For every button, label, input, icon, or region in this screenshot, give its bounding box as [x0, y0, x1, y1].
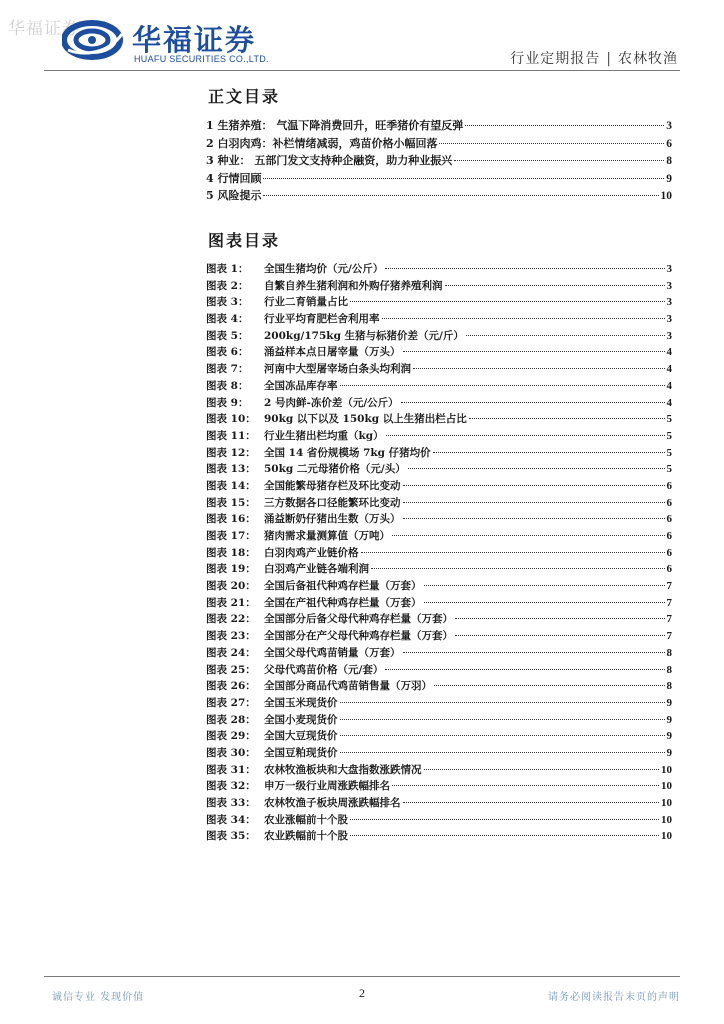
figure-entry-label: 涌益样本点日屠宰量（万头）	[264, 346, 401, 359]
footer-disclaimer: 请务必阅读报告末页的声明	[548, 992, 680, 1003]
figure-number: 图表 2：	[206, 279, 249, 292]
figure-entry[interactable]	[206, 428, 672, 445]
figure-entry-page: 7	[666, 630, 672, 643]
toc-entry-label: 1 生猪养殖： 气温下降消费回升，旺季猪价有望反弹	[206, 119, 464, 132]
figure-entry[interactable]	[206, 828, 672, 845]
figure-entry-page: 9	[666, 696, 672, 709]
figure-entry-label: 自繁自养生猪利润和外购仔猪养殖利润	[264, 279, 443, 292]
figure-entry-page: 8	[666, 663, 672, 676]
dot-leader	[424, 585, 665, 586]
toc-entry[interactable]	[206, 187, 672, 205]
dot-leader	[350, 835, 659, 836]
figure-entry-label: 全国在产祖代种鸡存栏量（万套）	[264, 596, 422, 609]
dot-leader	[433, 452, 665, 453]
dot-leader	[263, 178, 664, 179]
figure-entry-page: 4	[666, 346, 672, 359]
report-type: 行业定期报告	[510, 51, 601, 67]
figure-number: 图表 13：	[206, 463, 256, 476]
footer-slogan: 诚信专业 发现价值	[52, 992, 145, 1003]
figure-entry-label: 全国大豆现货价	[264, 730, 338, 743]
figure-number: 图表 4：	[206, 313, 249, 326]
figure-number: 图表 19：	[206, 563, 256, 576]
figure-entry-label: 猪肉需求量测算值（万吨）	[264, 530, 390, 542]
figure-entry-page: 3	[666, 263, 672, 275]
figure-number: 图表 1：	[206, 263, 249, 275]
figure-number: 图表 12：	[206, 446, 256, 459]
dot-leader	[392, 535, 665, 536]
figure-entry-label: 农业涨幅前十个股	[264, 813, 348, 826]
toc-list	[206, 117, 672, 205]
toc-entry-label: 4 行情回顾	[206, 171, 262, 185]
figure-entry-page: 10	[661, 797, 672, 809]
header-separator: |	[606, 51, 612, 67]
figure-entry[interactable]	[206, 511, 672, 528]
figure-number: 图表 14：	[206, 479, 256, 492]
figure-entry-page: 3	[666, 279, 672, 292]
figure-number: 图表 31：	[206, 763, 256, 776]
figure-entry-label: 农林牧渔子板块周涨跌幅排名	[264, 797, 401, 809]
watermark-text: 华福证券	[8, 19, 80, 39]
dot-leader	[403, 502, 665, 503]
figure-entry[interactable]	[206, 795, 672, 812]
figure-number: 图表 33：	[206, 797, 256, 809]
dot-leader	[466, 335, 665, 336]
figure-entry-page: 9	[666, 746, 672, 759]
figure-entry[interactable]	[206, 395, 672, 412]
toc-entry-page: 3	[666, 120, 672, 132]
figure-entry-page: 10	[661, 813, 672, 826]
figure-entry-page: 4	[666, 363, 672, 376]
header-divider	[44, 70, 680, 71]
figures-list	[206, 261, 672, 845]
figure-entry-label: 农业跌幅前十个股	[264, 830, 348, 843]
figure-number: 图表 26：	[206, 680, 256, 693]
figure-entry[interactable]	[206, 294, 672, 311]
figure-entry-label: 2 号肉鲜-冻价差（元/公斤）	[264, 396, 399, 409]
figure-number: 图表 28：	[206, 713, 256, 726]
figure-entry-label: 全国 14 省份规模场 7kg 仔猪均价	[264, 446, 431, 459]
figure-entry-page: 6	[666, 546, 672, 559]
figure-entry-page: 10	[661, 763, 672, 776]
figure-entry-label: 200kg/175kg 生猪与标猪价差（元/斤）	[264, 329, 464, 342]
toc-entry-page: 6	[666, 137, 672, 150]
logo-name-en: HUAFU SECURITIES CO.,LTD.	[134, 54, 269, 64]
figure-entry-page: 9	[666, 730, 672, 743]
figure-number: 图表 17：	[206, 530, 256, 542]
figure-number: 图表 34：	[206, 813, 256, 826]
dot-leader	[392, 785, 659, 786]
figure-entry-page: 6	[666, 496, 672, 509]
figure-entry-label: 50kg 二元母猪价格（元/头）	[264, 463, 406, 476]
dot-leader	[403, 802, 660, 803]
figure-entry-label: 全国小麦现货价	[264, 713, 338, 726]
figure-entry[interactable]	[206, 561, 672, 578]
figure-number: 图表 18：	[206, 546, 256, 559]
dot-leader	[465, 125, 664, 126]
figure-entry-label: 河南中大型屠宰场白条头均利润	[264, 363, 411, 376]
figure-number: 图表 3：	[206, 296, 249, 309]
dot-leader	[340, 719, 665, 720]
figure-entry-label: 全国部分后备父母代种鸡存栏量（万套）	[264, 613, 453, 626]
figure-entry-page: 3	[666, 329, 672, 342]
figure-number: 图表 30：	[206, 746, 256, 759]
figure-entry[interactable]	[206, 728, 672, 745]
figure-entry-label: 父母代鸡苗价格（元/套）	[264, 663, 384, 676]
dot-leader	[385, 669, 664, 670]
figure-number: 图表 29：	[206, 730, 256, 743]
dot-leader	[455, 635, 665, 636]
figure-entry[interactable]	[206, 595, 672, 612]
figure-entry-label: 涌益断奶仔猪出生数（万头）	[264, 513, 401, 526]
figure-entry-page: 8	[666, 680, 672, 693]
figure-entry[interactable]	[206, 411, 672, 428]
figure-entry-page: 4	[666, 396, 672, 409]
figure-entry-page: 5	[666, 429, 672, 442]
figure-entry[interactable]	[206, 812, 672, 829]
dot-leader	[340, 702, 665, 703]
figure-entry-page: 10	[661, 830, 672, 843]
figure-entry-label: 全国豆粕现货价	[264, 746, 338, 759]
figure-entry-page: 7	[666, 613, 672, 626]
toc-entry-page: 9	[666, 172, 672, 185]
figure-entry[interactable]	[206, 478, 672, 495]
figure-entry-page: 4	[666, 379, 672, 392]
figure-entry[interactable]	[206, 461, 672, 478]
figure-entry-page: 6	[666, 513, 672, 526]
dot-leader	[413, 368, 665, 369]
dot-leader	[408, 468, 665, 469]
figure-number: 图表 25：	[206, 663, 256, 676]
figure-entry-page: 6	[666, 530, 672, 542]
dot-leader	[371, 568, 665, 569]
figure-entry[interactable]	[206, 378, 672, 395]
figure-entry[interactable]	[206, 611, 672, 628]
figure-entry-label: 申万一级行业周涨跌幅排名	[264, 780, 390, 793]
figure-number: 图表 6：	[206, 346, 249, 359]
figure-number: 图表 21：	[206, 596, 256, 609]
logo-name-cn: 华福证券	[132, 23, 257, 57]
figure-entry-label: 白羽鸡产业链各端利润	[264, 563, 369, 576]
figure-entry-page: 3	[666, 313, 672, 326]
dot-leader	[434, 685, 665, 686]
figure-entry-page: 7	[666, 580, 672, 593]
figure-entry[interactable]	[206, 261, 672, 278]
figure-entry[interactable]	[206, 328, 672, 345]
footer-divider	[44, 976, 680, 977]
figure-entry[interactable]	[206, 745, 672, 762]
figure-entry-label: 行业二育销量占比	[264, 296, 348, 309]
toc-entry[interactable]	[206, 135, 672, 153]
figure-entry-page: 6	[666, 479, 672, 492]
page-number: 2	[359, 986, 365, 1000]
figures-title: 图表目录	[208, 231, 281, 250]
figure-number: 图表 10：	[206, 413, 256, 426]
dot-leader	[424, 769, 660, 770]
figure-entry[interactable]	[206, 662, 672, 679]
figure-entry[interactable]	[206, 361, 672, 378]
figure-entry-label: 全国冻品库存率	[264, 379, 338, 392]
figure-entry[interactable]	[206, 778, 672, 795]
figure-entry[interactable]	[206, 545, 672, 562]
figure-number: 图表 27：	[206, 696, 256, 709]
toc-entry[interactable]	[206, 152, 672, 170]
figure-entry-page: 5	[666, 446, 672, 459]
figure-number: 图表 35：	[206, 830, 256, 843]
figure-entry[interactable]	[206, 695, 672, 712]
figure-entry-label: 白羽肉鸡产业链价格	[264, 546, 359, 559]
figure-number: 图表 22：	[206, 613, 256, 626]
figure-entry[interactable]	[206, 278, 672, 295]
figure-entry-page: 5	[666, 413, 672, 426]
figure-entry-label: 全国能繁母猪存栏及环比变动	[264, 479, 401, 492]
dot-leader	[340, 752, 665, 753]
dot-leader	[445, 285, 665, 286]
dot-leader	[455, 618, 665, 619]
figure-entry[interactable]	[206, 678, 672, 695]
toc-entry-page: 10	[660, 190, 672, 203]
dot-leader	[403, 485, 665, 486]
figure-entry-page: 9	[666, 713, 672, 726]
figure-entry-label: 行业生猪出栏均重（kg）	[264, 429, 384, 442]
figure-entry[interactable]	[206, 311, 672, 328]
dot-leader	[403, 518, 665, 519]
figure-number: 图表 20：	[206, 580, 256, 593]
figure-entry-label: 90kg 以下以及 150kg 以上生猪出栏占比	[264, 413, 467, 426]
figure-entry-label: 全国父母代鸡苗销量（万套）	[264, 646, 401, 659]
toc-entry[interactable]	[206, 117, 672, 135]
dot-leader	[263, 195, 658, 196]
figure-entry[interactable]	[206, 712, 672, 729]
figure-entry-label: 全国生猪均价（元/公斤）	[264, 263, 384, 275]
figure-entry-page: 7	[666, 596, 672, 609]
toc-entry-label: 5 风险提示	[206, 189, 262, 203]
figure-entry-label: 全国后备祖代种鸡存栏量（万套）	[264, 580, 422, 593]
toc-entry-label: 3 种业： 五部门发文支持种企融资，助力种业振兴	[206, 154, 453, 168]
dot-leader	[469, 418, 665, 419]
figure-entry[interactable]	[206, 628, 672, 645]
figure-entry-label: 全国部分商品代鸡苗销售量（万羽）	[264, 680, 432, 693]
figure-entry[interactable]	[206, 578, 672, 595]
dot-leader	[385, 268, 664, 269]
figure-entry[interactable]	[206, 762, 672, 779]
figure-entry-label: 三方数据各口径能繁环比变动	[264, 496, 401, 509]
figure-entry-label: 全国玉米现货价	[264, 696, 338, 709]
report-sector: 农林牧渔	[618, 51, 678, 67]
dot-leader	[454, 160, 664, 161]
figure-number: 图表 24：	[206, 646, 256, 659]
dot-leader	[350, 819, 659, 820]
dot-leader	[361, 552, 665, 553]
figure-entry-label: 农林牧渔板块和大盘指数涨跌情况	[264, 763, 422, 776]
figure-entry-page: 10	[661, 780, 672, 793]
figure-entry-label: 全国部分在产父母代种鸡存栏量（万套）	[264, 630, 453, 643]
figure-number: 图表 16：	[206, 513, 256, 526]
figure-number: 图表 8：	[206, 379, 249, 392]
company-logo	[62, 16, 272, 70]
dot-leader	[424, 602, 665, 603]
figure-entry-page: 3	[666, 296, 672, 309]
figure-number: 图表 7：	[206, 363, 249, 376]
toc-entry-label: 2 白羽肉鸡：补栏情绪减弱，鸡苗价格小幅回落	[206, 136, 438, 150]
dot-leader	[403, 652, 665, 653]
dot-leader	[403, 351, 665, 352]
figure-entry[interactable]	[206, 344, 672, 361]
figure-entry[interactable]	[206, 495, 672, 512]
report-header-label	[510, 48, 678, 68]
figure-entry-label: 行业平均育肥栏舍利用率	[264, 313, 380, 326]
dot-leader	[401, 402, 665, 403]
figure-entry-page: 8	[666, 646, 672, 659]
dot-leader	[439, 143, 664, 144]
dot-leader	[340, 735, 665, 736]
figure-number: 图表 32：	[206, 780, 256, 793]
figure-number: 图表 9：	[206, 396, 249, 409]
toc-entry-page: 8	[666, 155, 672, 168]
dot-leader	[340, 385, 665, 386]
figure-entry[interactable]	[206, 645, 672, 662]
figure-entry[interactable]	[206, 528, 672, 545]
logo-swirl-icon	[62, 16, 128, 60]
figure-number: 图表 11：	[206, 429, 256, 442]
figure-entry[interactable]	[206, 445, 672, 462]
figure-entry-page: 6	[666, 563, 672, 576]
figure-entry-page: 5	[666, 463, 672, 476]
dot-leader	[386, 435, 665, 436]
figure-number: 图表 15：	[206, 496, 256, 509]
dot-leader	[350, 301, 665, 302]
figure-number: 图表 5：	[206, 329, 249, 342]
dot-leader	[382, 318, 665, 319]
toc-title: 正文目录	[208, 87, 281, 106]
toc-entry[interactable]	[206, 170, 672, 188]
figure-number: 图表 23：	[206, 630, 256, 643]
